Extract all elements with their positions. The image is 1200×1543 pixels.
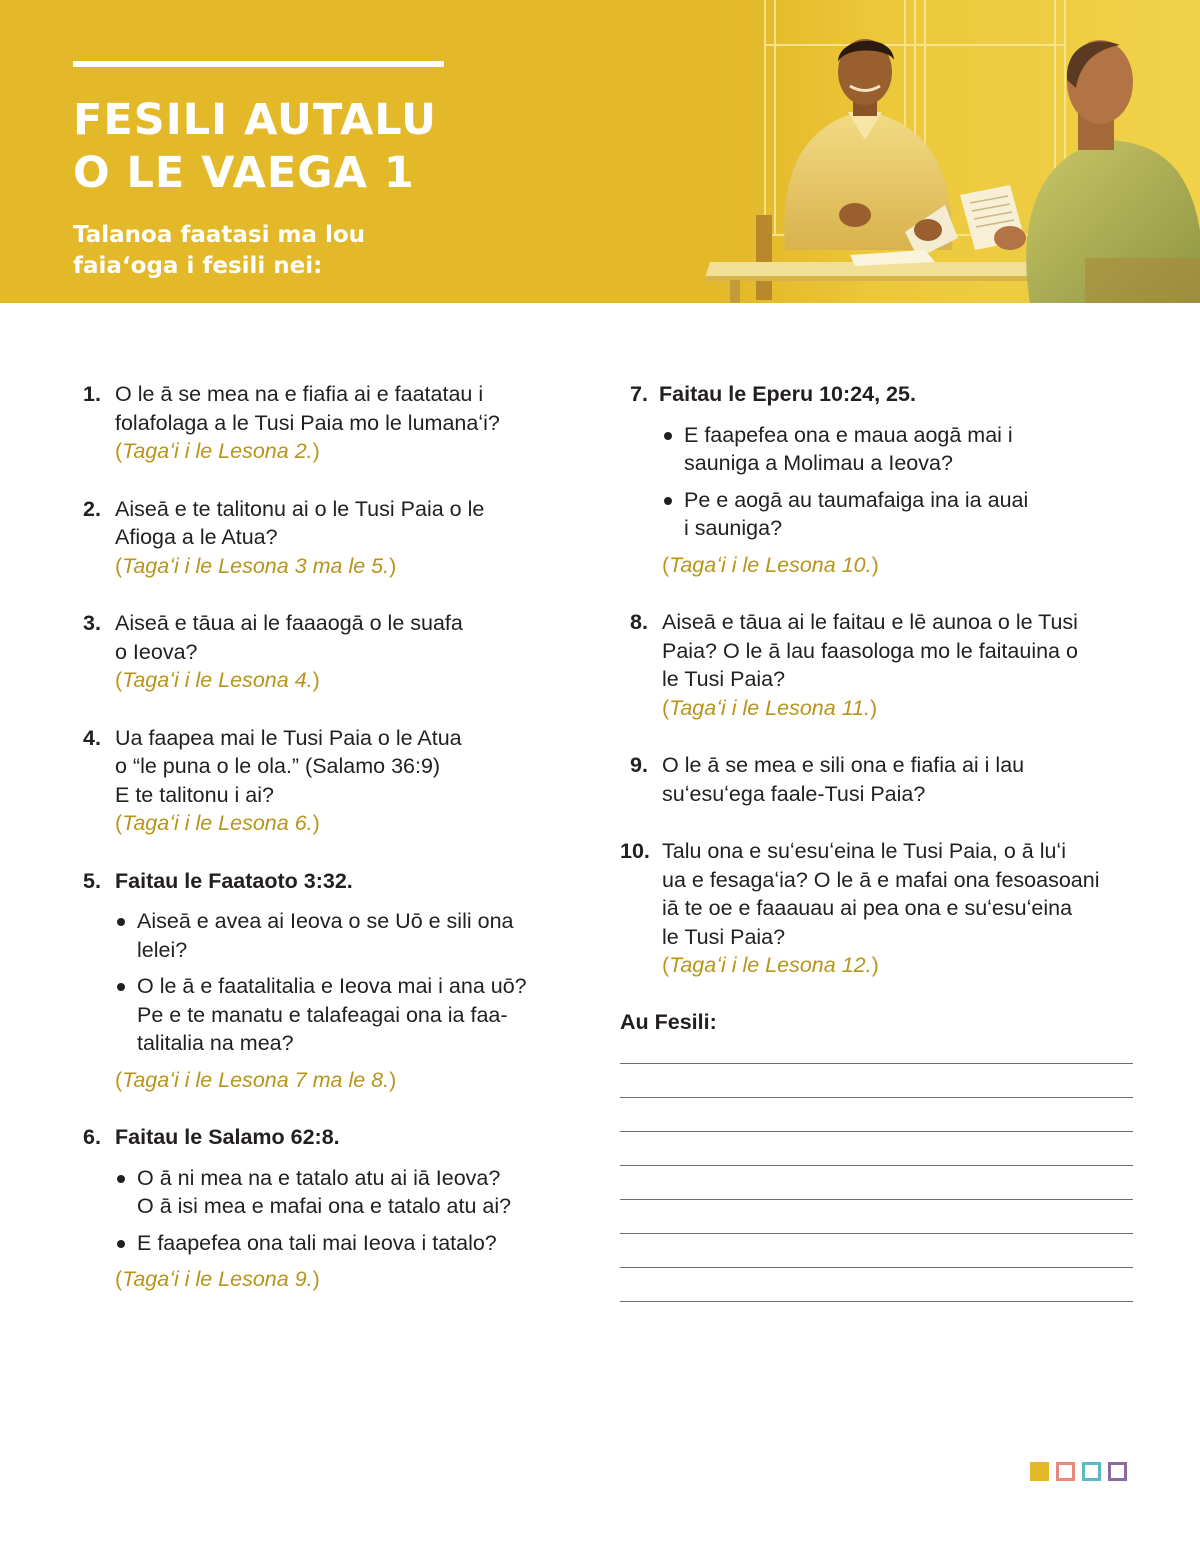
bullet-list <box>662 421 1135 543</box>
lesson-reference: (Tagaʻi i le Lesona 3 ma le 5.) <box>115 553 397 578</box>
study-illustration <box>690 0 1200 303</box>
page-subtitle <box>73 220 433 282</box>
question-10 <box>620 837 1135 980</box>
lesson-reference: (Tagaʻi i le Lesona 7 ma le 8.) <box>115 1067 397 1092</box>
question-3 <box>83 609 563 695</box>
lesson-reference: (Tagaʻi i le Lesona 2.) <box>115 439 320 463</box>
bullet-item: E faapefea ona tali mai Ieova i tatalo? <box>115 1229 563 1258</box>
question-number: 4. <box>83 725 101 750</box>
question-9 <box>620 751 1135 808</box>
question-number: 3. <box>83 611 101 635</box>
writing-line[interactable] <box>620 1233 1133 1234</box>
section-indicator <box>1030 1462 1127 1481</box>
question-number: 8. <box>630 610 648 634</box>
question-number: 2. <box>83 496 101 521</box>
question-number: 6. <box>83 1125 101 1149</box>
bullet-item: O ā ni mea na e tatalo atu ai iā Ieova? O ā isi mea e mafai ona e tatalo atu ai? <box>115 1164 563 1221</box>
subtitle-line: faiaʻoga i fesili nei: <box>73 253 323 279</box>
outline-square <box>1056 1462 1075 1481</box>
subtitle-line: Talanoa faatasi ma lou <box>73 222 366 248</box>
question-text: Paia? O le ā lau faasologa mo le faitauina o <box>662 638 1078 663</box>
outline-square <box>1082 1462 1101 1481</box>
questions-right-column <box>620 380 1135 1302</box>
question-1 <box>83 380 563 466</box>
header-banner <box>0 0 1200 303</box>
lesson-reference: (Tagaʻi i le Lesona 10.) <box>662 552 879 577</box>
lesson-reference: (Tagaʻi i le Lesona 6.) <box>115 811 320 835</box>
lesson-reference: (Tagaʻi i le Lesona 9.) <box>115 1267 320 1291</box>
answer-lines[interactable] <box>620 1042 1135 1302</box>
question-text: le Tusi Paia? <box>662 924 786 949</box>
question-2 <box>83 495 563 581</box>
question-text: Aiseā e te talitonu ai o le Tusi Paia o le <box>115 496 485 521</box>
question-heading: Faitau le Salamo 62:8. <box>115 1125 340 1149</box>
writing-line[interactable] <box>620 1301 1133 1302</box>
question-text: suʻesuʻega faale-Tusi Paia? <box>662 781 926 806</box>
question-6 <box>83 1123 563 1294</box>
question-text: Aiseā e tāua ai le faitau e lē aunoa o le Tusi <box>662 610 1078 634</box>
question-number: 9. <box>630 753 648 777</box>
question-number: 10. <box>620 839 650 863</box>
question-heading: Faitau le Eperu 10:24, 25. <box>659 382 916 406</box>
writing-line[interactable] <box>620 1267 1133 1268</box>
question-text: le Tusi Paia? <box>662 667 786 691</box>
question-heading: Faitau le Faataoto 3:32. <box>115 868 353 893</box>
question-text: Afioga a le Atua? <box>115 525 278 549</box>
question-text: Aiseā e tāua ai le faaaogā o le suafa <box>115 611 463 635</box>
own-questions-label: Au Fesili: <box>620 1009 717 1034</box>
question-text: Ua faapea mai le Tusi Paia o le Atua <box>115 725 462 750</box>
question-8 <box>620 608 1135 722</box>
bullet-item: O le ā e faatalitalia e Ieova mai i ana uō? Pe e te manatu e talafeagai ona ia faa- talitalia na mea? <box>115 972 563 1058</box>
bullet-list <box>115 1164 563 1258</box>
lesson-reference: (Tagaʻi i le Lesona 12.) <box>662 953 879 977</box>
writing-line[interactable] <box>620 1131 1133 1132</box>
filled-square <box>1030 1462 1049 1481</box>
title-line: FESILI AUTALU <box>73 95 438 145</box>
bullet-item: Aiseā e avea ai Ieova o se Uō e sili ona lelei? <box>115 907 563 964</box>
question-text: folafolaga a le Tusi Paia mo le lumanaʻi? <box>115 410 500 435</box>
question-4 <box>83 724 563 838</box>
outline-square <box>1108 1462 1127 1481</box>
bullet-item: Pe e aogā au taumafaiga ina ia auai i sauniga? <box>662 486 1135 543</box>
writing-line[interactable] <box>620 1199 1133 1200</box>
header-rule <box>73 61 444 67</box>
lesson-reference: (Tagaʻi i le Lesona 4.) <box>115 668 320 692</box>
question-5 <box>83 867 563 1095</box>
questions-left-column <box>83 380 563 1294</box>
title-line: O LE VAEGA 1 <box>73 148 415 198</box>
question-text: E te talitonu i ai? <box>115 782 274 807</box>
question-text: o Ieova? <box>115 639 198 664</box>
question-7 <box>620 380 1135 579</box>
question-text: o “le puna o le ola.” (Salamo 36:9) <box>115 754 441 778</box>
writing-line[interactable] <box>620 1165 1133 1166</box>
question-text: iā te oe e faaauau ai pea ona e suʻesuʻeina <box>662 896 1073 920</box>
page-title <box>73 94 593 200</box>
lesson-reference: (Tagaʻi i le Lesona 11.) <box>662 695 878 720</box>
question-text: O le ā se mea e sili ona e fiafia ai i lau <box>662 753 1025 777</box>
bullet-item: E faapefea ona e maua aogā mai i sauniga a Molimau a Ieova? <box>662 421 1135 478</box>
question-number: 7. <box>630 382 648 406</box>
question-number: 5. <box>83 868 101 893</box>
question-number: 1. <box>83 382 101 406</box>
question-text: Talu ona e suʻesuʻeina le Tusi Paia, o ā luʻi <box>662 839 1066 863</box>
bullet-list <box>115 907 563 1058</box>
question-text: ua e fesagaʻia? O le ā e mafai ona fesoasoani <box>662 867 1100 892</box>
writing-line[interactable] <box>620 1097 1133 1098</box>
question-text: O le ā se mea na e fiafia ai e faatatau i <box>115 382 484 406</box>
writing-line[interactable] <box>620 1063 1133 1064</box>
